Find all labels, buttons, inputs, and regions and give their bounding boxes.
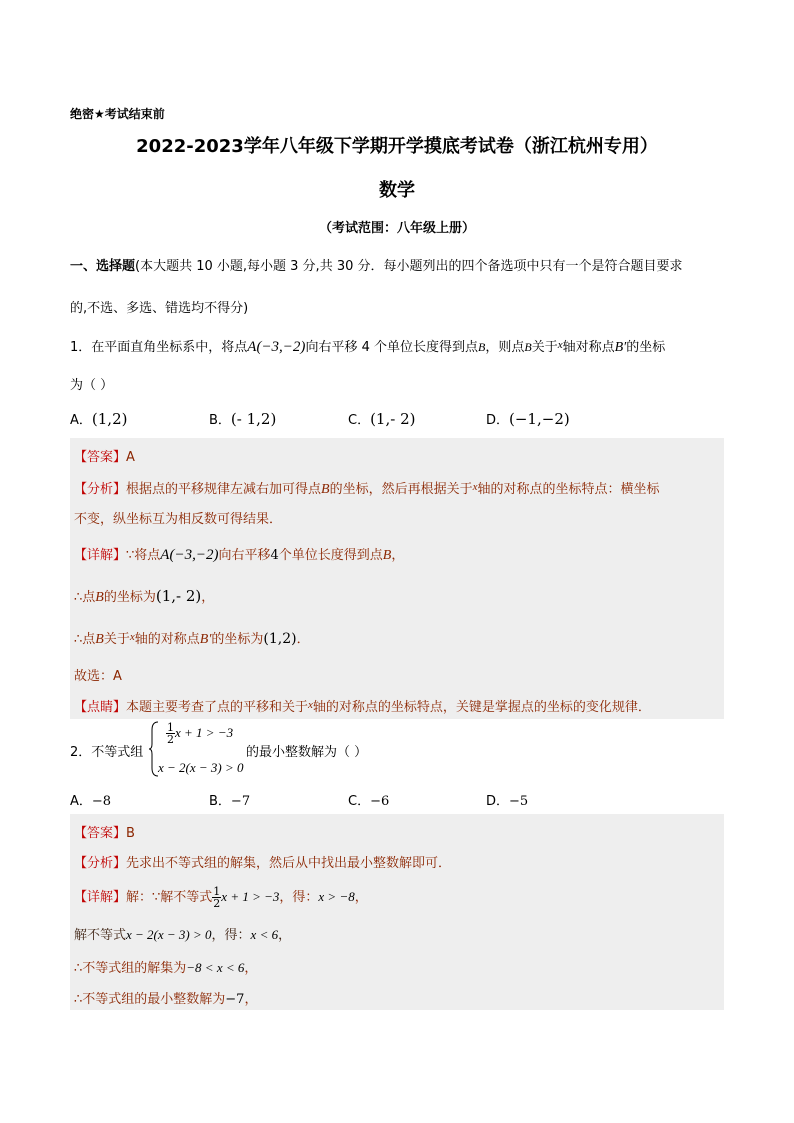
q1-option-c: C．(1,- 2): [348, 410, 416, 428]
q1-option-d: D．(−1,−2): [486, 410, 570, 428]
subject-title: 数学: [379, 180, 415, 201]
q1-option-a: A．(1,2): [70, 410, 128, 428]
q1-text: 轴对称点: [562, 340, 615, 355]
q1-option-b: B．(- 1,2): [209, 410, 277, 428]
q1-text: 的坐标: [626, 340, 666, 355]
q2-option-c: C．−6: [348, 794, 390, 809]
q2-detail-line2: 解不等式x − 2(x − 3) > 0，得：x < 6，: [74, 927, 292, 943]
section-desc-2: 的,不选、多选、错选均不得分): [70, 301, 249, 316]
q2-answer: 【答案】B: [74, 826, 135, 841]
section-title: 一、选择题: [70, 259, 136, 274]
q2-option-a: A．−8: [70, 794, 112, 809]
q1-stem-line2: 为（ ）: [70, 378, 114, 393]
q2-option-d: D．−5: [486, 794, 529, 809]
q1-stem-line1: [70, 336, 665, 356]
q2-stem-tail: 的最小整数解为（ ）: [246, 745, 368, 760]
q1-point-b: B: [524, 340, 532, 354]
q2-detail-line3: ∴不等式组的解集为−8 < x < 6，: [74, 960, 258, 976]
q2-solution-box: [70, 814, 724, 1010]
q2-detail-line1: 【详解】解：∵解不等式 $\frac{1}{2}$ x + 1 > −3，得：x > −8，: [74, 885, 368, 910]
q2-stem-label: 2．不等式组: [70, 745, 144, 760]
q1-answer: 【答案】A: [74, 450, 135, 465]
q1-point-b: B: [477, 340, 486, 354]
q1-text: 向右平移 4 个单位长度得到点: [305, 340, 478, 355]
q1-text: 1．在平面直角坐标系中，将点: [70, 340, 248, 355]
confidential-label: 绝密★考试结束前: [70, 107, 165, 121]
q1-detail-line1: 【详解】∵将点A(−3,−2)向右平移4个单位长度得到点B，: [74, 547, 405, 563]
q2-detail-line4: ∴不等式组的最小整数解为−7，: [74, 992, 258, 1007]
section-desc-1: (本大题共 10 小题,每小题 3 分,共 30 分．每小题列出的四个备选项中只有一个是符合题目要求: [135, 259, 683, 274]
exam-title: 2022-2023学年八年级下学期开学摸底考试卷（浙江杭州专用）: [136, 136, 658, 157]
q2-ineq-1: $\frac{1}{2}$ x + 1 > −3: [167, 721, 234, 746]
q1-analysis-line2: 不变，纵坐标互为相反数可得结果．: [74, 512, 283, 527]
q1-x: x: [557, 339, 563, 351]
exam-scope: （考试范围：八年级上册）: [318, 221, 475, 236]
q1-detail-line2: ∴点B的坐标为(1,- 2)，: [74, 587, 215, 605]
q1-point-bprime: B′: [614, 340, 627, 355]
section-heading: [70, 255, 683, 274]
q1-text: ，则点: [485, 340, 525, 355]
q1-remark: 【点睛】本题主要考查了点的平移和关于$^x$轴的对称点的坐标特点，关键是掌握点的坐标的变化规律．: [74, 699, 651, 715]
q2-frac: $\frac{1}{2}$: [167, 721, 174, 746]
q1-detail-line3: ∴点B关于$^x$轴的对称点B′的坐标为(1,2)．: [74, 631, 310, 647]
q2-analysis: 【分析】先求出不等式组的解集，然后从中找出最小整数解即可．: [74, 856, 452, 871]
q2-ineq-2: x − 2(x − 3) > 0: [158, 760, 244, 775]
q1-analysis-line1: 【分析】根据点的平移规律左减右加可得点B的坐标，然后再根据关于$^x$轴的对称点的坐标特点：横坐标: [74, 481, 660, 497]
q1-choice: 故选：A: [74, 669, 122, 684]
q1-point-a: A(−3,−2): [247, 339, 306, 355]
q2-option-b: B．−7: [209, 794, 251, 809]
q1-text: 关于: [531, 340, 558, 355]
q2-detail-frac: $\frac{1}{2}$: [213, 885, 221, 910]
